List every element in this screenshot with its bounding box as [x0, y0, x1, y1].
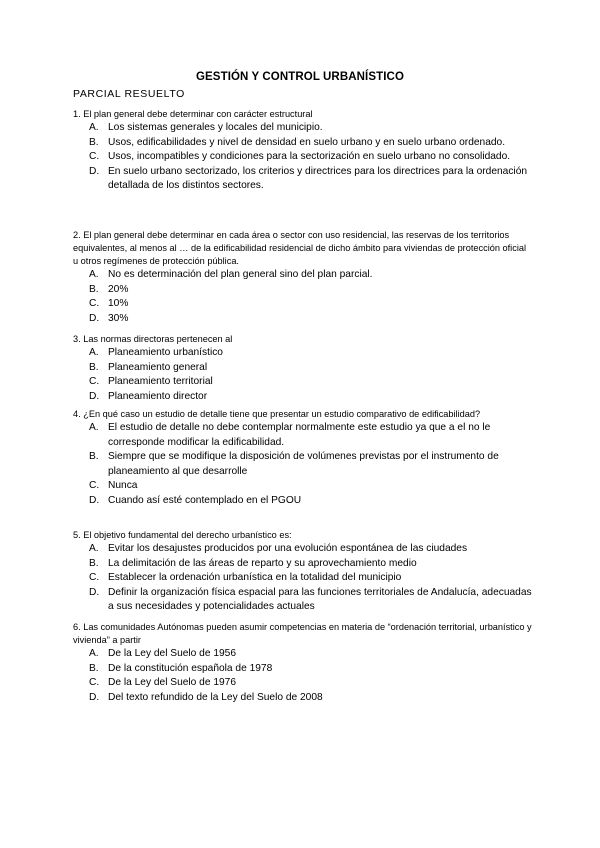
- option-text: En suelo urbano sectorizado, los criterios y directrices para los directrices para la ordenación detallada de los distintos sectores.: [108, 165, 528, 192]
- option-letter: B.: [89, 283, 99, 295]
- option-d: [73, 586, 533, 615]
- option-a: [73, 421, 533, 450]
- option-letter: C.: [89, 151, 100, 163]
- question-6: [73, 621, 533, 705]
- option-text: Planeamiento urbanístico: [108, 347, 223, 358]
- option-text: Usos, incompatibles y condiciones para la sectorización en suelo urbano no consolidado.: [108, 151, 511, 163]
- option-b: [73, 361, 533, 376]
- option-c: [73, 375, 533, 390]
- option-d: [73, 390, 533, 405]
- option-text: De la Ley del Suelo de 1956: [108, 648, 237, 659]
- option-text: De la constitución española de 1978: [108, 662, 273, 674]
- option-letter: A.: [89, 269, 99, 280]
- option-letter: C.: [89, 376, 100, 388]
- option-text: Cuando así esté contemplado en el PGOU: [108, 494, 302, 506]
- option-letter: A.: [89, 347, 99, 358]
- option-c: [73, 479, 533, 494]
- question-text: 2. El plan general debe determinar en cada área o sector con uso residencial, las reservas de los territorios equivalentes, al menos al … de la edificabilidad residencial de dicho ámbito para viviendas de protección oficial u otros regímenes de protección pública.: [73, 230, 527, 266]
- option-letter: D.: [89, 312, 100, 324]
- option-letter: C.: [89, 677, 100, 689]
- option-letter: C.: [89, 480, 100, 492]
- question-text: 1. El plan general debe determinar con carácter estructural: [73, 109, 313, 119]
- option-letter: C.: [89, 572, 100, 584]
- option-c: [73, 150, 533, 165]
- option-letter: C.: [89, 298, 100, 310]
- option-text: La delimitación de las áreas de reparto y su aprovechamiento medio: [108, 557, 417, 569]
- option-letter: B.: [89, 557, 99, 569]
- option-letter: A.: [89, 543, 99, 554]
- question-1: [73, 108, 533, 194]
- option-letter: A.: [89, 648, 99, 659]
- option-letter: D.: [89, 165, 100, 177]
- question-text: 4. ¿En qué caso un estudio de detalle tiene que presentar un estudio comparativo de edificabilidad?: [73, 409, 481, 419]
- option-text: 30%: [108, 312, 129, 324]
- page-subtitle: PARCIAL RESUELTO: [73, 88, 185, 100]
- option-text: Siempre que se modifique la disposición de volúmenes previstas por el instrumento de planeamiento al que desarrolle: [108, 451, 499, 477]
- option-a: [73, 542, 533, 557]
- option-b: [73, 450, 533, 479]
- option-d: [73, 312, 533, 327]
- option-letter: D.: [89, 494, 100, 506]
- question-5: [73, 529, 533, 615]
- options-list: [73, 346, 533, 404]
- question-text: 3. Las normas directoras pertenecen al: [73, 334, 233, 344]
- question-text: 6. Las comunidades Autónomas pueden asumir competencias en materia de “ordenación territorial, urbanístico y vivienda” a partir: [73, 622, 532, 645]
- option-text: No es determinación del plan general sino del plan parcial.: [108, 269, 373, 280]
- options-list: [73, 542, 533, 615]
- page-title: GESTIÓN Y CONTROL URBANÍSTICO: [195, 71, 404, 83]
- option-text: Usos, edificabilidades y nivel de densidad en suelo urbano y en suelo urbano ordenado.: [108, 136, 506, 148]
- question-3: [73, 333, 533, 404]
- option-text: Del texto refundido de la Ley del Suelo de 2008: [108, 691, 323, 703]
- option-c: [73, 297, 533, 312]
- option-letter: B.: [89, 361, 99, 373]
- option-text: Nunca: [108, 480, 138, 492]
- option-text: Planeamiento territorial: [108, 376, 213, 388]
- option-a: [73, 647, 533, 662]
- option-text: Planeamiento director: [108, 390, 208, 402]
- option-letter: D.: [89, 691, 100, 703]
- option-d: [73, 691, 533, 706]
- options-list: [73, 121, 533, 194]
- option-b: [73, 283, 533, 298]
- option-letter: B.: [89, 136, 99, 148]
- option-b: [73, 136, 533, 151]
- option-c: [73, 676, 533, 691]
- question-4: [73, 408, 533, 509]
- option-c: [73, 571, 533, 586]
- option-text: Establecer la ordenación urbanística en la totalidad del municipio: [108, 572, 402, 584]
- option-text: De la Ley del Suelo de 1976: [108, 677, 237, 689]
- option-letter: D.: [89, 390, 100, 402]
- option-letter: D.: [89, 586, 100, 598]
- option-text: Evitar los desajustes producidos por una evolución espontánea de las ciudades: [108, 543, 468, 554]
- option-d: [73, 494, 533, 509]
- option-text: Planeamiento general: [108, 361, 208, 373]
- option-a: [73, 346, 533, 361]
- question-2: [73, 229, 533, 326]
- option-letter: A.: [89, 422, 99, 433]
- option-text: 20%: [108, 283, 129, 295]
- option-a: [73, 121, 533, 136]
- options-list: [73, 268, 533, 326]
- options-list: [73, 421, 533, 509]
- option-b: [73, 662, 533, 677]
- option-text: El estudio de detalle no debe contemplar normalmente este estudio ya que a el no le corresponde modificar la edificabilidad.: [108, 422, 491, 448]
- option-text: Definir la organización física espacial para las funciones territoriales de Andalucía, adecuadas a sus necesidades y potencialidades actuales: [108, 586, 532, 613]
- option-letter: A.: [89, 122, 99, 133]
- option-letter: B.: [89, 451, 99, 463]
- option-text: 10%: [108, 298, 129, 310]
- option-b: [73, 557, 533, 572]
- option-letter: B.: [89, 662, 99, 674]
- option-d: [73, 165, 533, 194]
- options-list: [73, 647, 533, 705]
- question-text: 5. El objetivo fundamental del derecho urbanístico es:: [73, 530, 292, 540]
- option-text: Los sistemas generales y locales del municipio.: [108, 122, 323, 133]
- option-a: [73, 268, 533, 283]
